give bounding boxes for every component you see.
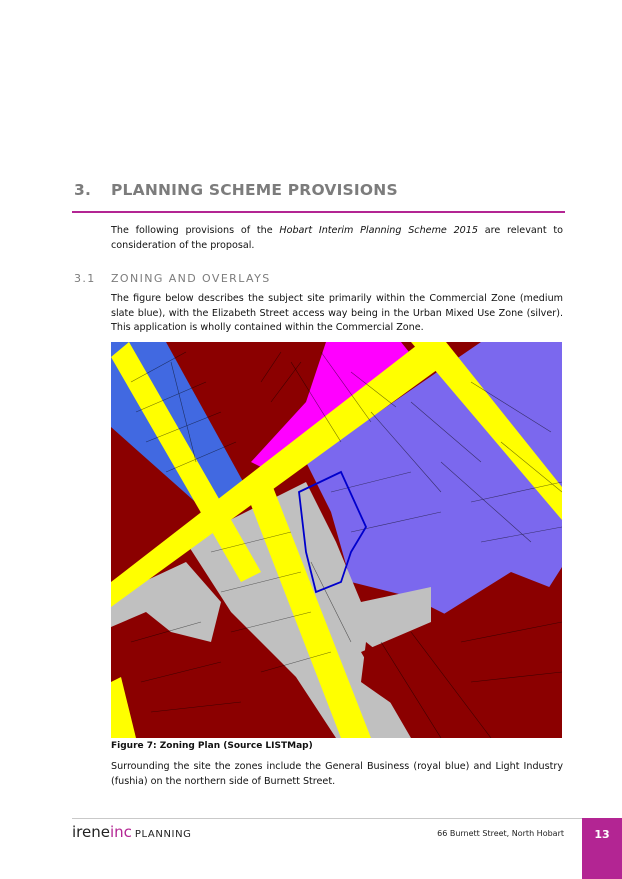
section-number: 3. <box>74 181 92 199</box>
scheme-name: Hobart Interim Planning Scheme 2015 <box>279 225 478 236</box>
heading-rule <box>72 211 565 213</box>
footer-rule <box>72 818 582 819</box>
section-heading <box>74 181 398 199</box>
zoning-map <box>111 342 562 738</box>
surrounding-paragraph: Surrounding the site the zones include the General Business (royal blue) and Light Industry (fushia) on the northern side of Burnett Street. <box>111 761 563 787</box>
section-title: PLANNING SCHEME PROVISIONS <box>111 181 398 199</box>
zoning-map-graphic <box>111 342 562 738</box>
brand-main: irene <box>72 823 110 841</box>
subsection-title: ZONING AND OVERLAYS <box>111 272 271 285</box>
subsection-number: 3.1 <box>74 272 96 285</box>
figure-caption: Figure 7: Zoning Plan (Source LISTMap) <box>111 741 313 751</box>
intro-text-start: The following provisions of the <box>111 225 280 236</box>
zoning-paragraph: The figure below describes the subject site primarily within the Commercial Zone (medium slate blue), with the Elizabeth Street access way being in the Urban Mixed Use Zone (silver). This application is wholly contained within the Commercial Zone. <box>111 293 563 333</box>
footer-logo <box>72 823 192 841</box>
brand-accent: inc <box>109 823 132 841</box>
intro-paragraph <box>111 224 563 253</box>
page-number: 13 <box>594 828 610 841</box>
page-number-box <box>582 818 622 879</box>
intro-text-end: are relevant to consideration of the proposal. <box>111 225 563 251</box>
brand-sub: PLANNING <box>134 829 192 840</box>
footer-address: 66 Burnett Street, North Hobart <box>437 829 564 838</box>
subsection-heading <box>74 272 271 285</box>
